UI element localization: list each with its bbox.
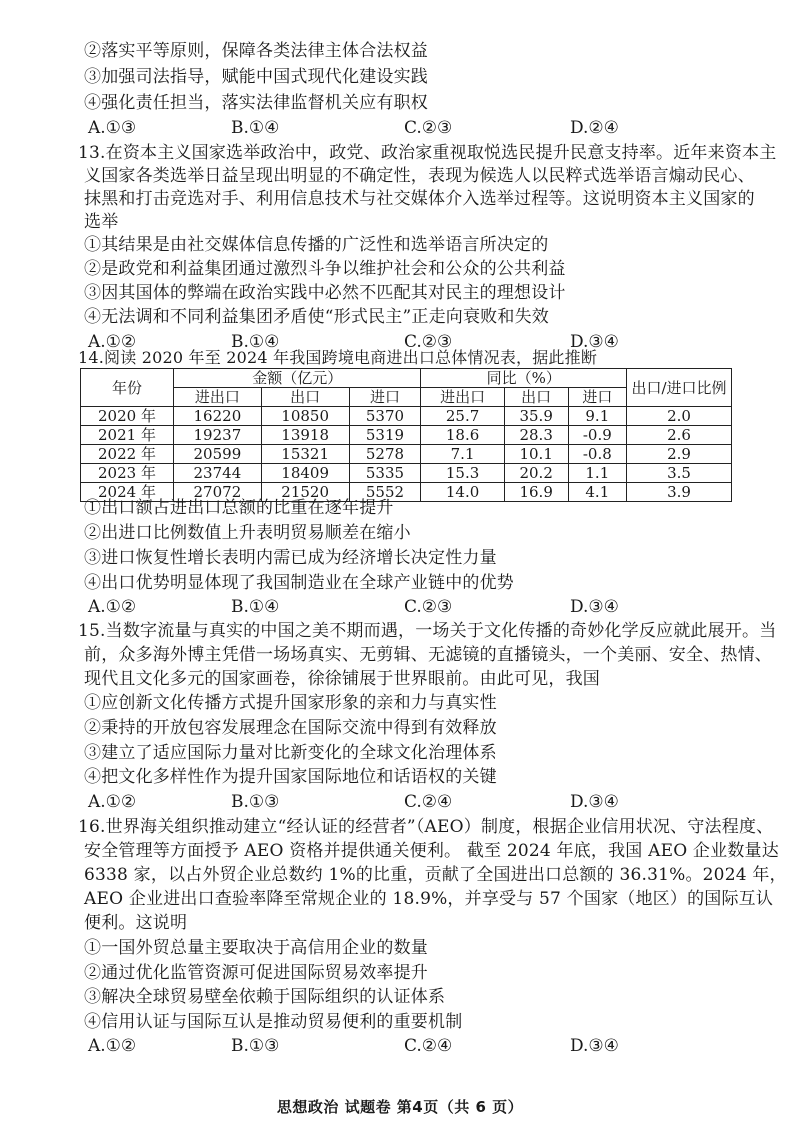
q12-option-b: B.①④ xyxy=(231,118,280,138)
q12-option-d: D.②④ xyxy=(570,118,619,138)
table-header-row xyxy=(81,369,732,388)
table-cell: 2.0 xyxy=(627,407,732,426)
q13-stem-line: 13.在资本主义国家选举政治中，政党、政治家重视取悦选民提升民意支持率。近年来资本主 xyxy=(78,143,777,163)
table-cell: 27072 xyxy=(174,483,262,502)
q16-option-c: C.②④ xyxy=(404,1036,453,1056)
q16-option-d: D.③④ xyxy=(570,1036,619,1056)
table-cell: 5370 xyxy=(349,407,421,426)
table-cell: 2.9 xyxy=(627,445,732,464)
q15-item-3: ③建立了适应国际力量对比新变化的全球文化治理体系 xyxy=(84,743,497,763)
table-row xyxy=(81,426,732,445)
q15-stem-line: 15.当数字流量与真实的中国之美不期而遇，一场关于文化传播的奇妙化学反应就此展开。当 xyxy=(78,621,777,641)
subheader-cell: 进出口 xyxy=(174,388,262,407)
q15-item-1: ①应创新文化传播方式提升国家形象的亲和力与真实性 xyxy=(84,693,497,713)
table-cell: 2024 年 xyxy=(81,483,174,502)
q12-option-a: A.①③ xyxy=(88,118,137,138)
header-ratio: 出口/进口比例 xyxy=(627,369,732,407)
q14-item-4: ④出口优势明显体现了我国制造业在全球产业链中的优势 xyxy=(84,573,514,593)
header-year: 年份 xyxy=(81,369,174,407)
q15-option-c: C.②④ xyxy=(404,792,453,812)
q16-option-b: B.①③ xyxy=(231,1036,280,1056)
q16-stem-line: 16.世界海关组织推动建立“经认证的经营者”（AEO）制度，根据企业信用状况、守法程度、 xyxy=(78,817,774,837)
q14-item-1: ①出口额占进出口总额的比重在逐年提升 xyxy=(84,498,394,518)
q16-stem-line: 便利。这说明 xyxy=(84,913,188,933)
page-footer: 思想政治 试题卷 第4页（共 6 页） xyxy=(276,1098,524,1116)
table-cell: 13918 xyxy=(261,426,349,445)
table-row xyxy=(81,464,732,483)
table-cell: 2023 年 xyxy=(81,464,174,483)
q16-item-4: ④信用认证与国际互认是推动贸易便利的重要机制 xyxy=(84,1012,463,1032)
table-cell: -0.9 xyxy=(568,426,626,445)
header-amount: 金额（亿元） xyxy=(174,369,421,388)
q15-item-2: ②秉持的开放包容发展理念在国际交流中得到有效释放 xyxy=(84,718,497,738)
table-cell: 3.9 xyxy=(627,483,732,502)
q14-option-b: B.①④ xyxy=(231,597,280,617)
q14-item-3: ③进口恢复性增长表明内需已成为经济增长决定性力量 xyxy=(84,548,497,568)
q13-stem-line: 义国家各类选举日益呈现出明显的不确定性，表现为候选人以民粹式选举语言煽动民心、 xyxy=(84,166,755,186)
q14-stem: 14.阅读 2020 年至 2024 年我国跨境电商进出口总体情况表，据此推断 xyxy=(78,348,598,367)
table-cell: 25.7 xyxy=(421,407,504,426)
q14-item-2: ②出进口比例数值上升表明贸易顺差在缩小 xyxy=(84,523,411,543)
table-cell: 18409 xyxy=(261,464,349,483)
table-cell: 15.3 xyxy=(421,464,504,483)
q16-item-3: ③解决全球贸易壁垒依赖于国际组织的认证体系 xyxy=(84,987,446,1007)
q15-stem-line: 现代且文化多元的国家画卷，徐徐铺展于世界眼前。由此可见，我国 xyxy=(84,669,600,689)
q12-item-3: ③加强司法指导，赋能中国式现代化建设实践 xyxy=(84,67,428,87)
table-cell: 18.6 xyxy=(421,426,504,445)
table-body xyxy=(81,407,732,502)
q13-item-3: ③因其国体的弊端在政治实践中必然不匹配其对民主的理想设计 xyxy=(84,283,566,303)
subheader-cell: 进出口 xyxy=(421,388,504,407)
q15-option-d: D.③④ xyxy=(570,792,619,812)
table-cell: 35.9 xyxy=(504,407,568,426)
table-cell: 28.3 xyxy=(504,426,568,445)
table-cell: -0.8 xyxy=(568,445,626,464)
q15-item-4: ④把文化多样性作为提升国家国际地位和话语权的关键 xyxy=(84,767,497,787)
table-row xyxy=(81,445,732,464)
q14-option-d: D.③④ xyxy=(570,597,619,617)
table-cell: 5278 xyxy=(349,445,421,464)
q16-stem-line: 安全管理等方面授予 AEO 资格并提供通关便利。 截至 2024 年底，我国 AEO 企业数量达 xyxy=(84,841,779,861)
q16-option-a: A.①② xyxy=(88,1036,137,1056)
q13-option-d: D.③④ xyxy=(570,332,619,352)
table-cell: 7.1 xyxy=(421,445,504,464)
subheader-cell: 出口 xyxy=(504,388,568,407)
trade-table xyxy=(80,368,732,502)
table-cell: 2020 年 xyxy=(81,407,174,426)
table-row xyxy=(81,407,732,426)
table-cell: 20.2 xyxy=(504,464,568,483)
table-cell: 5335 xyxy=(349,464,421,483)
q13-option-c: C.②③ xyxy=(404,332,453,352)
table-cell: 2021 年 xyxy=(81,426,174,445)
table-cell: 4.1 xyxy=(568,483,626,502)
q13-stem-line: 选举 xyxy=(84,212,119,232)
subheader-cell: 进口 xyxy=(349,388,421,407)
table-cell: 5319 xyxy=(349,426,421,445)
q12-item-2: ②落实平等原则，保障各类法律主体合法权益 xyxy=(84,41,428,61)
table-cell: 20599 xyxy=(174,445,262,464)
header-yoy: 同比（%） xyxy=(421,369,627,388)
table-cell: 21520 xyxy=(261,483,349,502)
q16-item-2: ②通过优化监管资源可促进国际贸易效率提升 xyxy=(84,963,428,983)
table-cell: 1.1 xyxy=(568,464,626,483)
table-cell: 16220 xyxy=(174,407,262,426)
q14-option-a: A.①② xyxy=(88,597,137,617)
q16-stem-line: 6338 家，以占外贸企业总数约 1%的比重，贡献了全国进出口总额的 36.31%。2024 年， xyxy=(84,865,787,885)
q13-item-1: ①其结果是由社交媒体信息传播的广泛性和选举语言所决定的 xyxy=(84,235,549,255)
q12-item-4: ④强化责任担当，落实法律监督机关应有职权 xyxy=(84,93,428,113)
table-cell: 2022 年 xyxy=(81,445,174,464)
q13-item-2: ②是政党和利益集团通过激烈斗争以维护社会和公众的公共利益 xyxy=(84,259,566,279)
q12-option-c: C.②③ xyxy=(404,118,453,138)
q16-stem-line: AEO 企业进出口查验率降至常规企业的 18.9%，并享受与 57 个国家（地区）的国际互认 xyxy=(84,889,774,909)
q13-item-4: ④无法调和不同利益集团矛盾使“形式民主”正走向衰败和失效 xyxy=(84,307,549,327)
table-cell: 19237 xyxy=(174,426,262,445)
q13-stem-line: 抹黑和打击竞选对手、利用信息技术与社交媒体介入选举过程等。这说明资本主义国家的 xyxy=(84,189,755,209)
table-cell: 10.1 xyxy=(504,445,568,464)
q13-option-a: A.①② xyxy=(88,332,137,352)
table-cell: 3.5 xyxy=(627,464,732,483)
subheader-cell: 出口 xyxy=(261,388,349,407)
table-cell: 14.0 xyxy=(421,483,504,502)
q16-item-1: ①一国外贸总量主要取决于高信用企业的数量 xyxy=(84,938,428,958)
table-cell: 5552 xyxy=(349,483,421,502)
table-cell: 9.1 xyxy=(568,407,626,426)
q15-option-b: B.①③ xyxy=(231,792,280,812)
table-cell: 23744 xyxy=(174,464,262,483)
table-cell: 2.6 xyxy=(627,426,732,445)
q13-option-b: B.①④ xyxy=(231,332,280,352)
table-cell: 15321 xyxy=(261,445,349,464)
table-cell: 16.9 xyxy=(504,483,568,502)
q14-option-c: C.②③ xyxy=(404,597,453,617)
subheader-cell: 进口 xyxy=(568,388,626,407)
q15-stem-line: 前，众多海外博主凭借一场场真实、无剪辑、无滤镜的直播镜头，一个美丽、安全、热情、 xyxy=(84,645,772,665)
q15-option-a: A.①② xyxy=(88,792,137,812)
table-cell: 10850 xyxy=(261,407,349,426)
